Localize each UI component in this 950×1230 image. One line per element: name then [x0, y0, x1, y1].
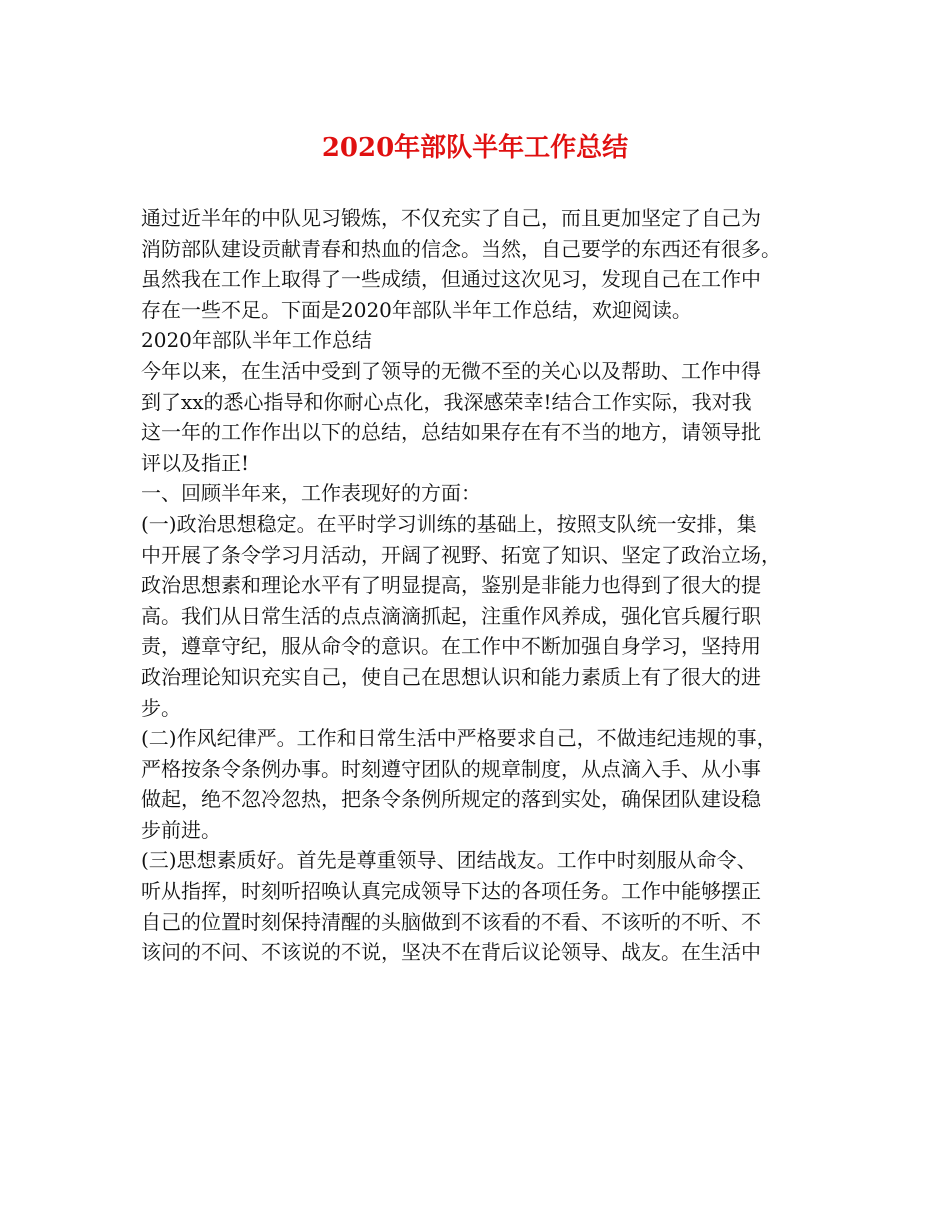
text-line: (一)政治思想稳定。在平时学习训练的基础上，按照支队统一安排，集: [141, 511, 757, 536]
document-title: 2020年部队半年工作总结: [321, 133, 629, 163]
text-line: 这一年的工作作出以下的总结，总结如果存在有不当的地方，请领导批: [141, 420, 761, 445]
document-body: [141, 203, 841, 968]
text-line: (二)作风纪律严。工作和日常生活中严格要求自己，不做违纪违规的事，: [141, 726, 777, 751]
text-line: 步前进。: [141, 817, 221, 842]
text-line: 今年以来，在生活中受到了领导的无微不至的关心以及帮助、工作中得: [141, 358, 761, 383]
text-line: 做起，绝不忽冷忽热，把条令条例所规定的落到实处，确保团队建设稳: [141, 787, 761, 812]
text-line: 虽然我在工作上取得了一些成绩，但通过这次见习，发现自己在工作中: [141, 267, 761, 292]
text-line: 到了xx的悉心指导和你耐心点化，我深感荣幸!结合工作实际，我对我: [141, 389, 752, 414]
text-line: 步。: [141, 695, 181, 720]
text-line: 政治思想素和理论水平有了明显提高，鉴别是非能力也得到了很大的提: [141, 573, 761, 598]
text-line: 通过近半年的中队见习锻炼，不仅充实了自己，而且更加坚定了自己为: [141, 206, 761, 230]
text-line: 存在一些不足。下面是2020年部队半年工作总结，欢迎阅读。: [141, 297, 692, 322]
text-line: 消防部队建设贡献青春和热血的信念。当然，自己要学的东西还有很多。: [141, 236, 781, 261]
section-heading: 2020年部队半年工作总结: [141, 328, 372, 353]
section-heading: 一、回顾半年来，工作表现好的方面：: [141, 481, 481, 506]
text-line: 高。我们从日常生活的点点滴滴抓起，注重作风养成，强化官兵履行职: [141, 603, 761, 628]
text-line: 政治理论知识充实自己，使自己在思想认识和能力素质上有了很大的进: [141, 664, 761, 689]
text-line: (三)思想素质好。首先是尊重领导、团结战友。工作中时刻服从命令、: [141, 848, 757, 873]
text-line: 该问的不问、不该说的不说，坚决不在背后议论领导、战友。在生活中: [141, 940, 761, 965]
text-line: 中开展了条令学习月活动，开阔了视野、拓宽了知识、坚定了政治立场，: [141, 542, 781, 567]
text-line: 听从指挥，时刻听招唤认真完成领导下达的各项任务。工作中能够摆正: [141, 879, 761, 904]
text-line: 自己的位置时刻保持清醒的头脑做到不该看的不看、不该听的不听、不: [141, 909, 761, 934]
text-line: 评以及指正!: [141, 450, 250, 475]
text-line: 责，遵章守纪，服从命令的意识。在工作中不断加强自身学习，坚持用: [141, 634, 761, 659]
text-line: 严格按条令条例办事。时刻遵守团队的规章制度，从点滴入手、从小事: [141, 756, 761, 781]
